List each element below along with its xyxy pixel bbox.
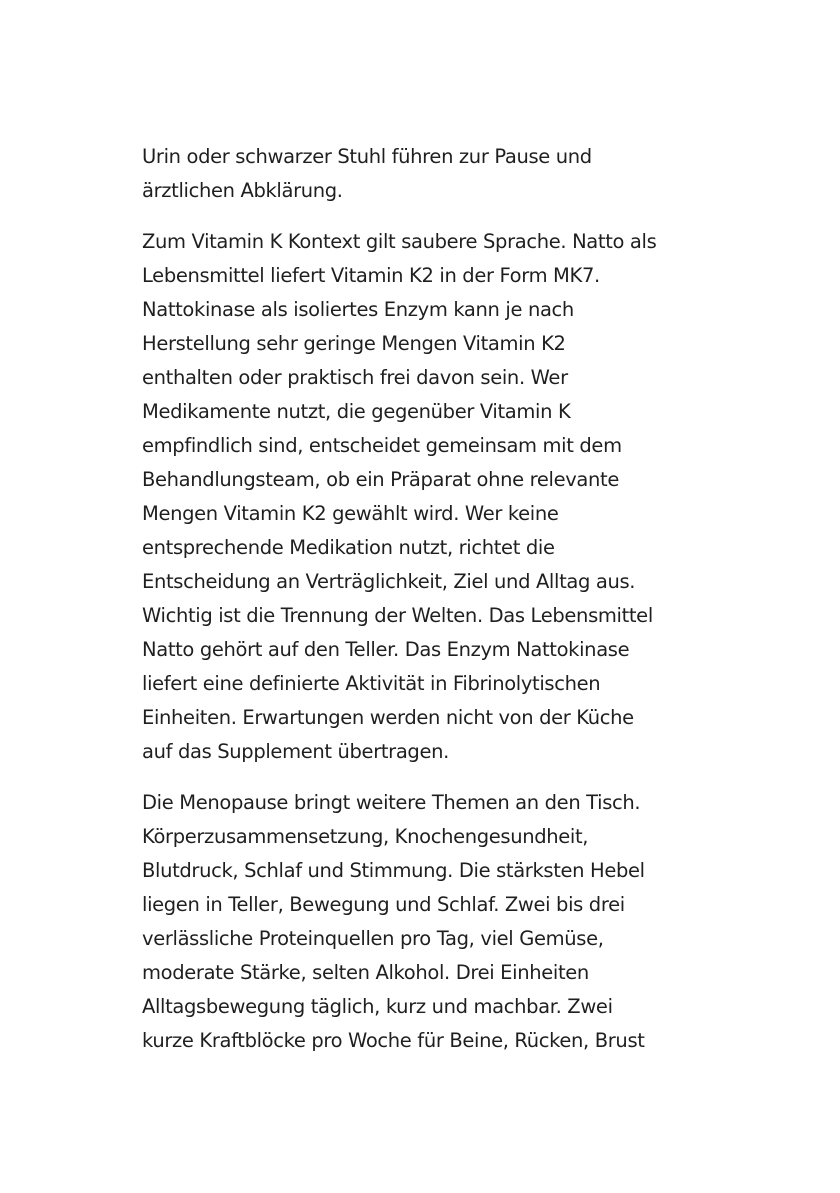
text-line: auf das Supplement übertragen. — [142, 740, 449, 763]
text-line: Behandlungsteam, ob ein Präparat ohne relevante — [142, 468, 619, 491]
text-line: empfindlich sind, entscheidet gemeinsam mit dem — [142, 434, 622, 457]
text-line: moderate Stärke, selten Alkohol. Drei Einheiten — [142, 961, 589, 984]
paragraph-menopause — [142, 786, 722, 1058]
text-line: Nattokinase als isoliertes Enzym kann je nach — [142, 298, 574, 321]
text-line: Körperzusammensetzung, Knochengesundheit, — [142, 825, 589, 848]
paragraph-vitamin-k-context — [142, 225, 722, 769]
paragraph-urine-stool — [142, 140, 722, 208]
text-line: Die Menopause bringt weitere Themen an den Tisch. — [142, 791, 641, 814]
text-line: entsprechende Medikation nutzt, richtet die — [142, 536, 555, 559]
text-line: kurze Kraftblöcke pro Woche für Beine, Rücken, Brust — [142, 1029, 645, 1052]
text-line: Urin oder schwarzer Stuhl führen zur Pause und — [142, 145, 592, 168]
text-line: Alltagsbewegung täglich, kurz und machbar. Zwei — [142, 995, 613, 1018]
text-line: ärztlichen Abklärung. — [142, 179, 343, 202]
text-line: enthalten oder praktisch frei davon sein. Wer — [142, 366, 568, 389]
text-line: Mengen Vitamin K2 gewählt wird. Wer keine — [142, 502, 559, 525]
text-line: Lebensmittel liefert Vitamin K2 in der Form MK7. — [142, 264, 600, 287]
text-line: Wichtig ist die Trennung der Welten. Das Lebensmittel — [142, 604, 653, 627]
text-line: liefert eine definierte Aktivität in Fibrinolytischen — [142, 672, 601, 695]
text-line: verlässliche Proteinquellen pro Tag, viel Gemüse, — [142, 927, 604, 950]
text-line: Natto gehört auf den Teller. Das Enzym Nattokinase — [142, 638, 630, 661]
text-line: Zum Vitamin K Kontext gilt saubere Sprache. Natto als — [142, 230, 657, 253]
text-line: Einheiten. Erwartungen werden nicht von der Küche — [142, 706, 634, 729]
text-line: Entscheidung an Verträglichkeit, Ziel und Alltag aus. — [142, 570, 636, 593]
text-line: Medikamente nutzt, die gegenüber Vitamin K — [142, 400, 571, 423]
text-line: Herstellung sehr geringe Mengen Vitamin K2 — [142, 332, 566, 355]
text-line: Blutdruck, Schlaf und Stimmung. Die stärksten Hebel — [142, 859, 645, 882]
text-line: liegen in Teller, Bewegung und Schlaf. Zwei bis drei — [142, 893, 625, 916]
